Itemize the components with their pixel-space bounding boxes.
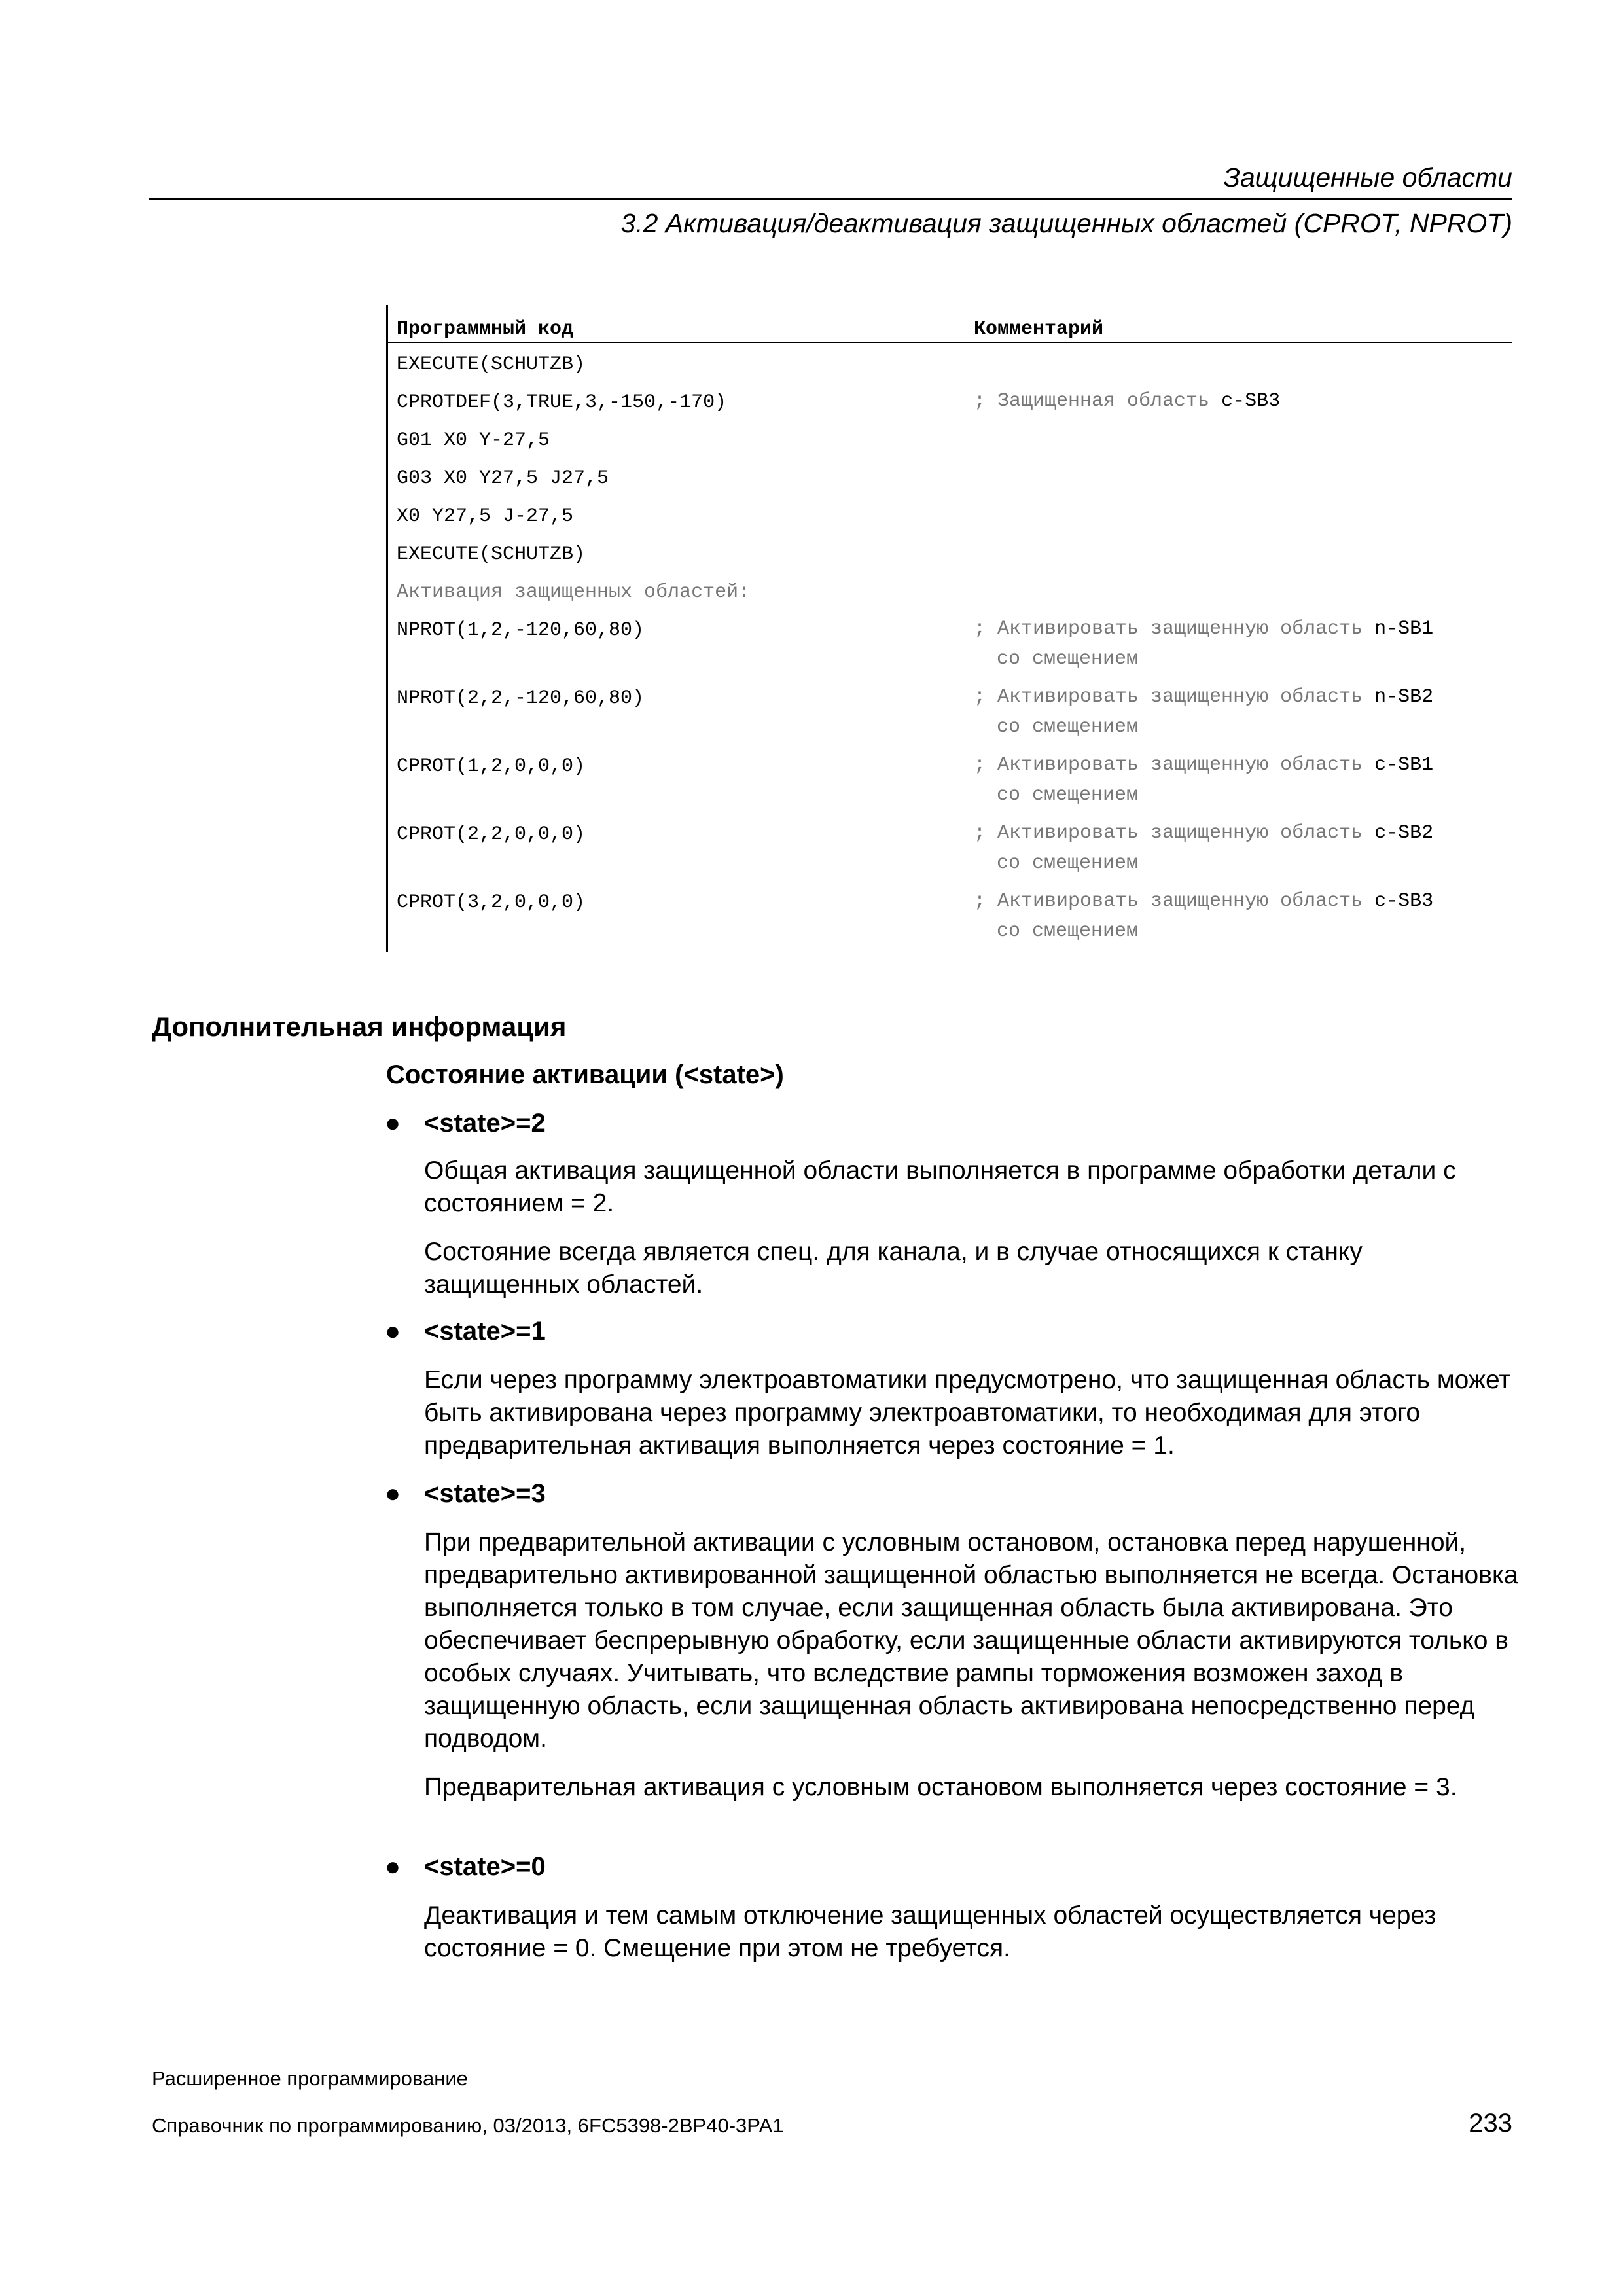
bullet-icon: ●	[385, 1317, 401, 1346]
table-row	[397, 755, 1503, 818]
paragraph: Общая активация защищенной области выполняется в программе обработки детали с состоянием = 2.	[424, 1157, 1456, 1217]
comment-cell: ; Активировать защищенную область n-SB2	[974, 686, 1434, 708]
comment-cell: ; Активировать защищенную область c-SB1	[974, 754, 1434, 776]
comment-cell: ; Защищенная область c-SB3	[974, 390, 1281, 412]
table-row	[397, 467, 1503, 500]
code-cell: X0 Y27,5 J-27,5	[397, 505, 574, 528]
bullet-label: <state>=2	[424, 1109, 546, 1138]
code-cell: G01 X0 Y-27,5	[397, 429, 550, 452]
code-table	[386, 305, 1512, 952]
section-heading: Дополнительная информация	[152, 1011, 567, 1042]
code-cell: CPROT(3,2,0,0,0)	[397, 891, 586, 914]
area-id: n-SB1	[1374, 618, 1434, 640]
area-id: c-SB3	[1221, 390, 1281, 412]
code-cell: EXECUTE(SCHUTZB)	[397, 543, 586, 565]
column-header-code: Программный код	[397, 318, 574, 340]
area-id: n-SB2	[1374, 686, 1434, 708]
table-row	[397, 619, 1503, 682]
paragraph: Деактивация и тем самым отключение защищенных областей осуществляется через состояние = 0. Смещение при этом не требуется.	[424, 1901, 1436, 1962]
bullet-label: <state>=0	[424, 1852, 546, 1881]
comment-cell-line2: со смещением	[997, 648, 1139, 670]
bullet-icon: ●	[385, 1109, 401, 1138]
table-row	[397, 543, 1503, 576]
bullet-label: <state>=3	[424, 1479, 546, 1508]
comment-cell: ; Активировать защищенную область c-SB2	[974, 822, 1434, 844]
table-row	[397, 505, 1503, 538]
comment-cell-line2: со смещением	[997, 716, 1139, 738]
code-cell: EXECUTE(SCHUTZB)	[397, 353, 586, 376]
code-cell: NPROT(2,2,-120,60,80)	[397, 687, 645, 709]
area-id: c-SB1	[1374, 754, 1434, 776]
paragraph: Предварительная активация с условным остановом выполняется через состояние = 3.	[424, 1773, 1457, 1801]
code-cell: G03 X0 Y27,5 J27,5	[397, 467, 609, 490]
page-number: 233	[1469, 2109, 1512, 2138]
bullet-icon: ●	[385, 1479, 401, 1508]
paragraph: При предварительной активации с условным остановом, остановка перед нарушенной, предварительно активированной защищенной областью выполняется не всегда. Остановка выполняется только в том случае, если защищенная область была активирована. Это обеспечивает беспрерывную обработку, если защищенные области активируются только в особых случаях. Учитывать, что вследствие рампы торможения возможен заход в защищенную область, если защищенная область активирована непосредственно перед подводом.	[424, 1528, 1518, 1753]
code-cell: NPROT(1,2,-120,60,80)	[397, 619, 645, 641]
code-cell: CPROT(1,2,0,0,0)	[397, 755, 586, 778]
table-row	[397, 891, 1503, 954]
comment-cell-line2: со смещением	[997, 920, 1139, 942]
column-header-comment: Комментарий	[974, 318, 1104, 340]
code-cell: CPROTDEF(3,TRUE,3,-150,-170)	[397, 391, 727, 414]
code-cell: CPROT(2,2,0,0,0)	[397, 823, 586, 846]
paragraph: Если через программу электроавтоматики предусмотрено, что защищенная область может быть активирована через программу электроавтоматики, то необходимая для этого предварительная активация выполняется через состояние = 1.	[424, 1366, 1511, 1460]
comment-cell: ; Активировать защищенную область n-SB1	[974, 618, 1434, 640]
table-header-rule	[386, 342, 1512, 343]
area-id: c-SB2	[1374, 822, 1434, 844]
table-row	[397, 581, 1503, 614]
table-row	[397, 823, 1503, 886]
header-rule	[149, 198, 1512, 200]
table-row	[397, 429, 1503, 462]
chapter-title: Защищенные области	[1223, 162, 1512, 192]
table-row	[397, 391, 1503, 424]
section-title: 3.2 Активация/деактивация защищенных областей (CPROT, NPROT)	[620, 208, 1512, 238]
table-left-border	[386, 305, 388, 952]
comment-cell: ; Активировать защищенную область c-SB3	[974, 890, 1434, 912]
footer-reference: Справочник по программированию, 03/2013, 6FC5398-2BP40-3PA1	[152, 2114, 784, 2137]
paragraph: Состояние всегда является спец. для канала, и в случае относящихся к станку защищенных областей.	[424, 1238, 1363, 1299]
table-row	[397, 353, 1503, 386]
comment-cell-line2: со смещением	[997, 784, 1139, 806]
code-cell: Активация защищенных областей:	[397, 581, 751, 603]
comment-cell-line2: со смещением	[997, 852, 1139, 874]
bullet-label: <state>=1	[424, 1317, 546, 1346]
area-id: c-SB3	[1374, 890, 1434, 912]
table-row	[397, 687, 1503, 750]
bullet-icon: ●	[385, 1852, 401, 1881]
subheading: Состояние активации (<state>)	[386, 1060, 784, 1089]
footer-book-title: Расширенное программирование	[152, 2067, 468, 2090]
